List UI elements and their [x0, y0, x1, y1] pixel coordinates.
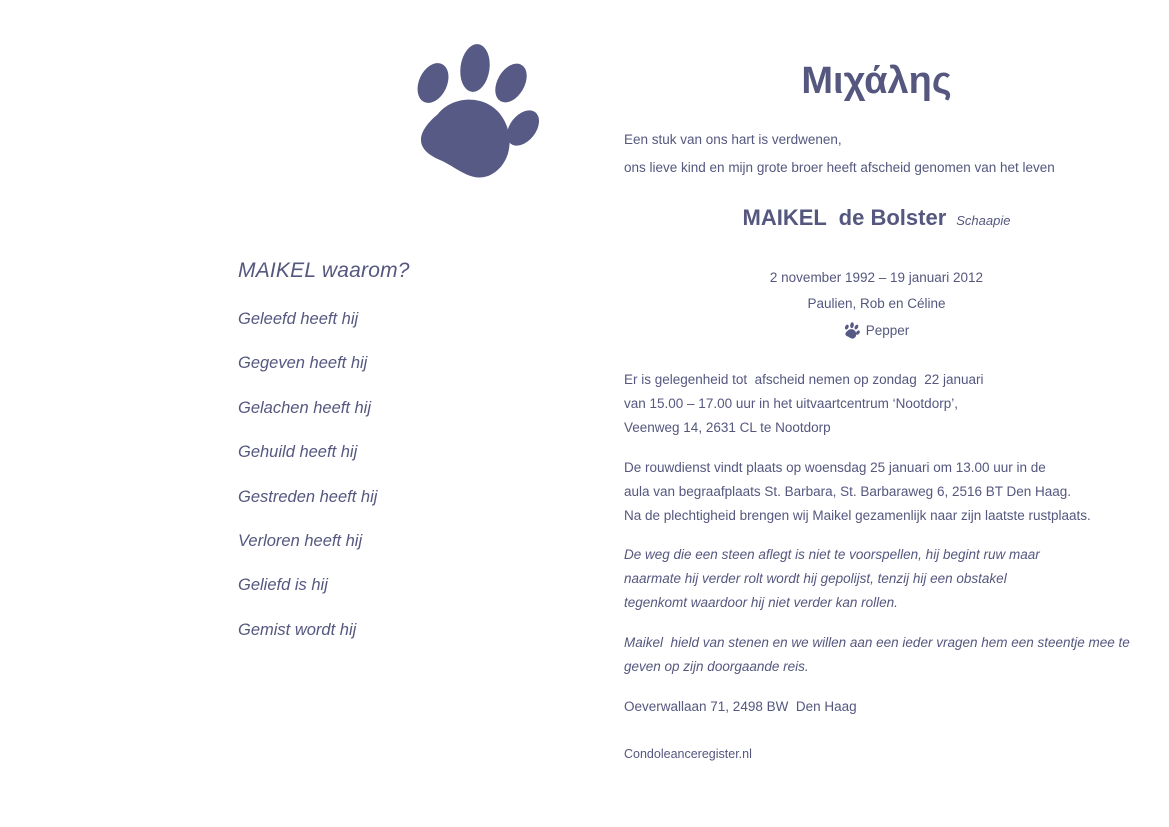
- poem-title: MAIKEL waarom?: [238, 259, 410, 282]
- nickname: Schaapie: [956, 213, 1011, 228]
- poem-line: Geleefd heeft hij: [238, 310, 359, 328]
- greek-name-heading: Μιχάλης: [801, 60, 952, 102]
- quote-line: naarmate hij verder rolt wordt hij gepolijst, tenzij hij een obstakel: [624, 571, 1007, 586]
- deceased-name-row: [624, 205, 1129, 231]
- paw-print-icon: [410, 42, 540, 180]
- poem-line: Gemist wordt hij: [238, 621, 357, 639]
- farewell-line: Er is gelegenheid tot afscheid nemen op zondag 22 januari: [624, 372, 984, 387]
- poem-line: Gelachen heeft hij: [238, 399, 372, 417]
- request-line: Maikel hield van stenen en we willen aan een ieder vragen hem een steentje mee te: [624, 635, 1130, 650]
- pet-name: Pepper: [865, 323, 910, 338]
- paw-print-icon: [844, 322, 860, 339]
- intro-line: ons lieve kind en mijn grote broer heeft afscheid genomen van het leven: [624, 160, 1055, 175]
- condolence-website: Condoleanceregister.nl: [624, 747, 752, 761]
- poem-line: Gehuild heeft hij: [238, 443, 358, 461]
- deceased-name: MAIKEL de Bolster: [742, 205, 947, 230]
- poem-line: Verloren heeft hij: [238, 532, 363, 550]
- service-line: De rouwdienst vindt plaats op woensdag 25 januari om 13.00 uur in de: [624, 460, 1046, 475]
- farewell-line: van 15.00 – 17.00 uur in het uitvaartcentrum ‘Nootdorp’,: [624, 396, 958, 411]
- poem-line: Gestreden heeft hij: [238, 488, 378, 506]
- quote-line: De weg die een steen aflegt is niet te voorspellen, hij begint ruw maar: [624, 547, 1040, 562]
- service-line: Na de plechtigheid brengen wij Maikel gezamenlijk naar zijn laatste rustplaats.: [624, 508, 1091, 523]
- family-names: Paulien, Rob en Céline: [807, 296, 946, 311]
- request-line: geven op zijn doorgaande reis.: [624, 659, 809, 674]
- quote-line: tegenkomt waardoor hij niet verder kan rollen.: [624, 595, 898, 610]
- farewell-line: Veenweg 14, 2631 CL te Nootdorp: [624, 420, 831, 435]
- service-line: aula van begraafplaats St. Barbara, St. Barbaraweg 6, 2516 BT Den Haag.: [624, 484, 1072, 499]
- intro-line: Een stuk van ons hart is verdwenen,: [624, 132, 842, 147]
- poem-line: Gegeven heeft hij: [238, 354, 368, 372]
- poem-line: Geliefd is hij: [238, 576, 328, 594]
- life-dates: 2 november 1992 – 19 januari 2012: [769, 270, 984, 285]
- home-address: Oeverwallaan 71, 2498 BW Den Haag: [624, 699, 857, 714]
- pet-row: [624, 322, 1129, 339]
